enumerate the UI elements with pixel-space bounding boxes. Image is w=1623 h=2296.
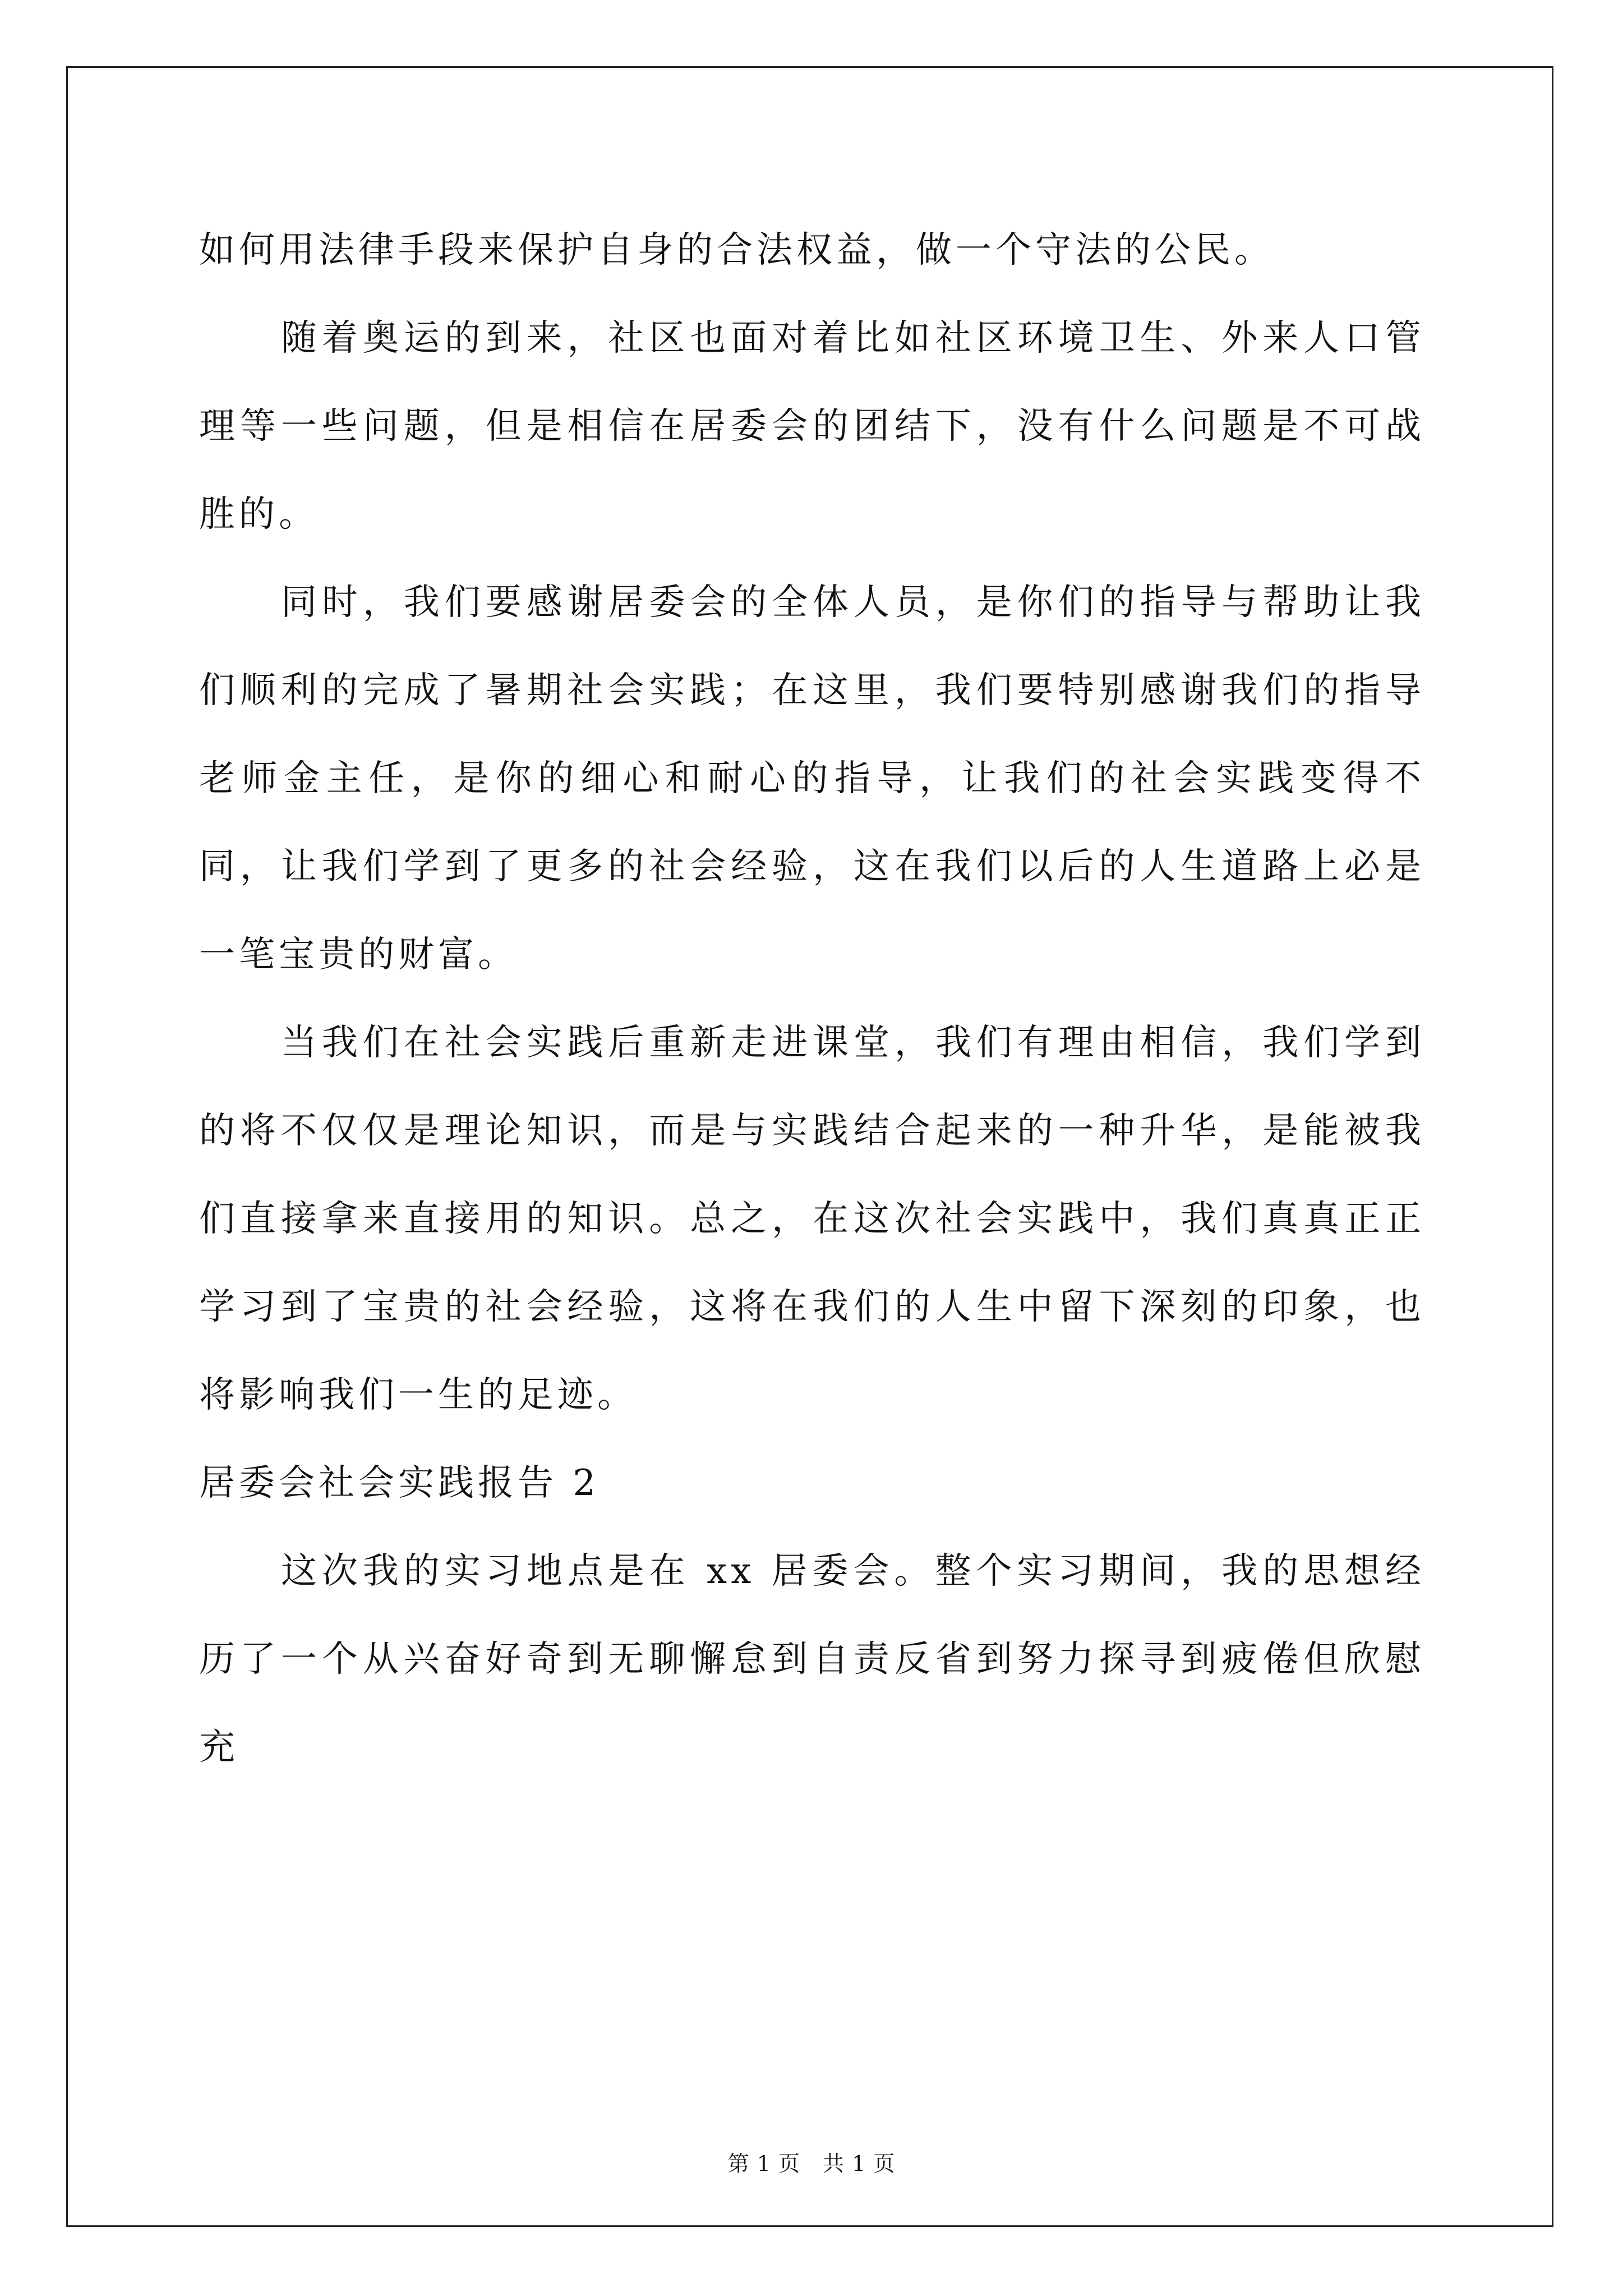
paragraph-2: 随着奥运的到来，社区也面对着比如社区环境卫生、外来人口管理等一些问题，但是相信在居委会的团结下，没有什么问题是不可战胜的。 xyxy=(199,318,1425,535)
paragraph-5: 这次我的实习地点是在 xx 居委会。整个实习期间，我的思想经历了一个从兴奋好奇到无聊懈怠到自责反省到努力探寻到疲倦但欣慰充 xyxy=(199,1550,1425,1768)
paragraph-1: 如何用法律手段来保护自身的合法权益，做一个守法的公民。 xyxy=(199,229,1274,271)
document-body xyxy=(199,206,1425,1792)
page-number-label: 第 1 页 xyxy=(727,2151,800,2176)
paragraph-3: 同时，我们要感谢居委会的全体人员，是你们的指导与帮助让我们顺利的完成了暑期社会实践；在这里，我们要特别感谢我们的指导老师金主任，是你的细心和耐心的指导，让我们的社会实践变得不同，让我们学到了更多的社会经验，这在我们以后的人生道路上必是一笔宝贵的财富。 xyxy=(199,582,1425,976)
page-footer xyxy=(0,2146,1623,2177)
paragraph-4: 当我们在社会实践后重新走进课堂，我们有理由相信，我们学到的将不仅仅是理论知识，而是与实践结合起来的一种升华，是能被我们直接拿来直接用的知识。总之，在这次社会实践中，我们真真正正学习到了宝贵的社会经验，这将在我们的人生中留下深刻的印象，也将影响我们一生的足迹。 xyxy=(199,1022,1425,1416)
section-heading: 居委会社会实践报告 2 xyxy=(199,1462,600,1504)
page-total-label: 共 1 页 xyxy=(823,2151,896,2176)
